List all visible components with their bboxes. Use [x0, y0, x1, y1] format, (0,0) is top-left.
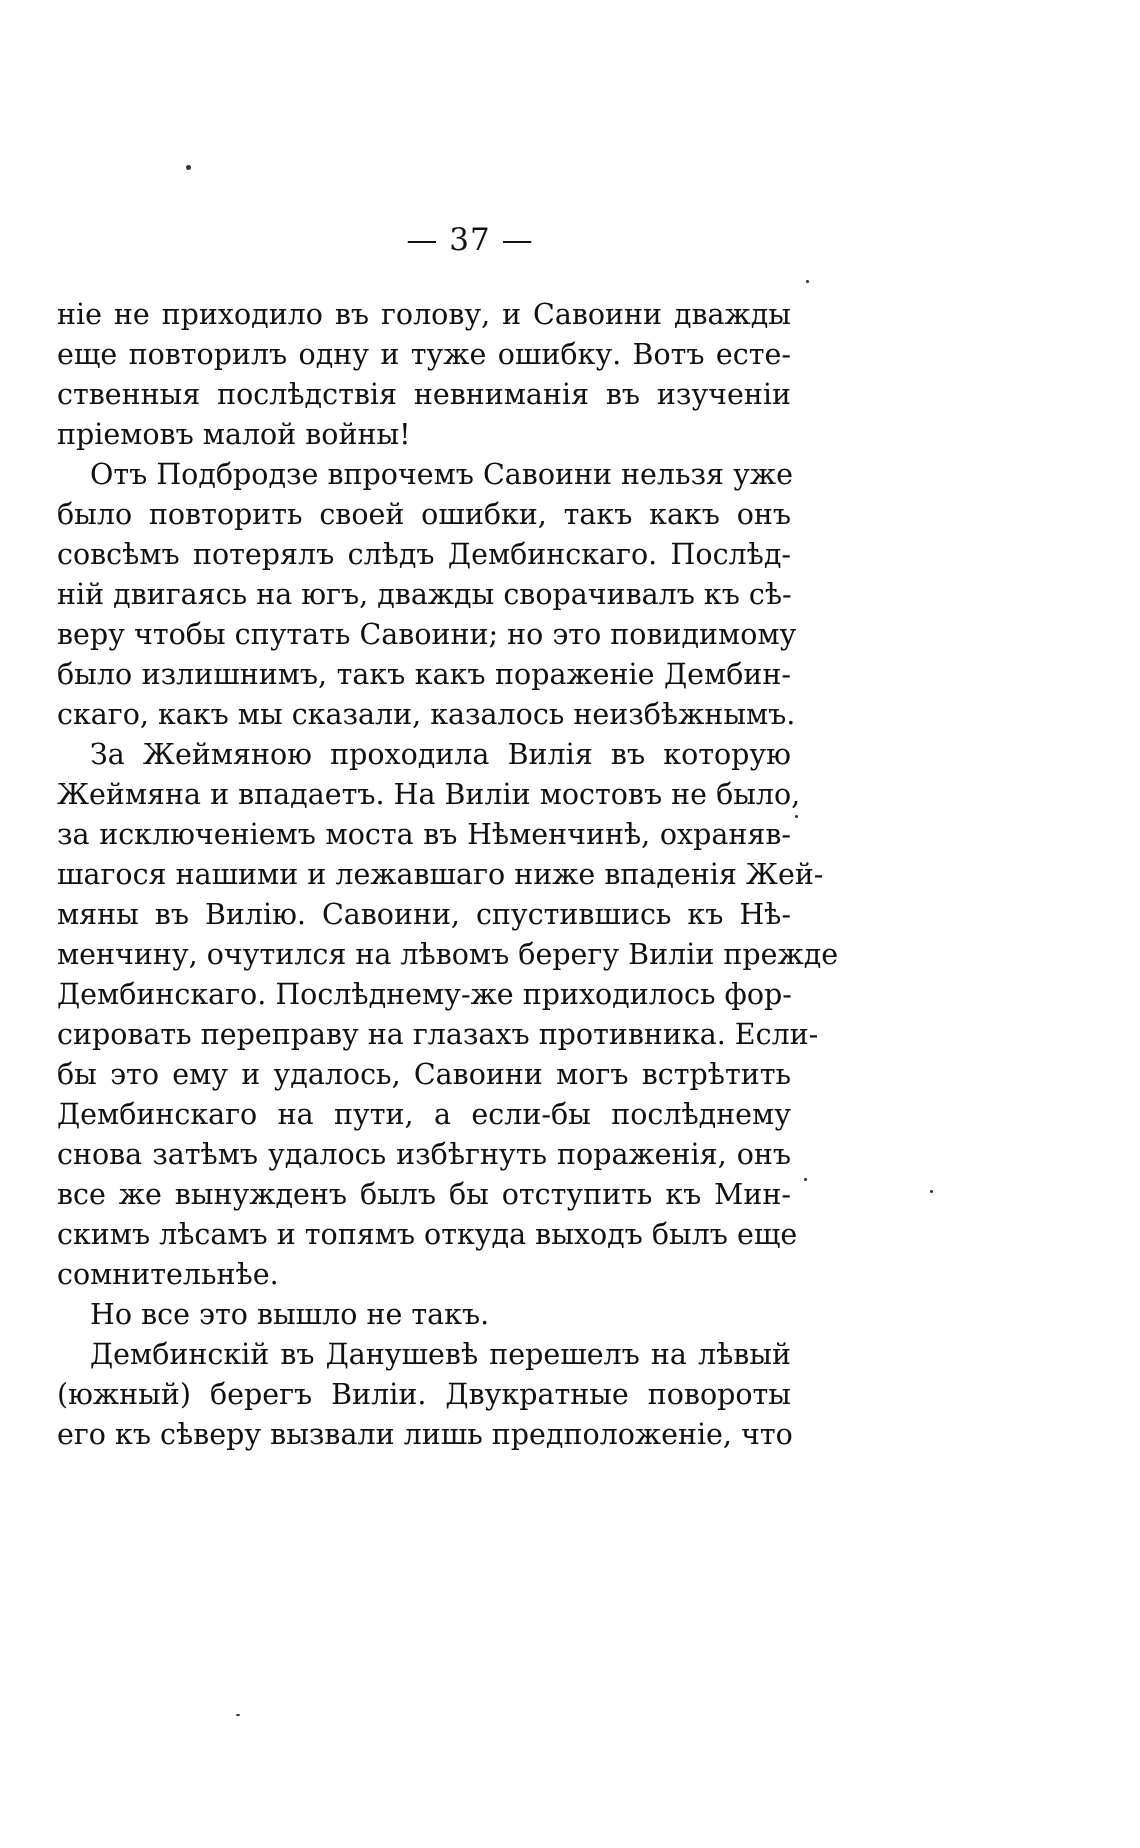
text-line: ственныя послѣдствія невниманія въ изученіи [57, 378, 791, 411]
text-line: было излишнимъ, такъ какъ пораженіе Дембин- [57, 658, 791, 691]
print-speck [930, 1190, 933, 1193]
text-line: Дембинскій въ Данушевѣ перешелъ на лѣвый [90, 1338, 791, 1371]
text-line: ніе не приходило въ голову, и Савоини дважды [57, 298, 791, 331]
text-line: Жеймяна и впадаетъ. На Виліи мостовъ не было, [57, 778, 801, 811]
text-line: (южный) берегъ Виліи. Двукратные повороты [57, 1378, 791, 1411]
print-speck [804, 1178, 807, 1181]
print-speck [186, 165, 191, 170]
print-speck [236, 1714, 240, 1716]
text-line: скимъ лѣсамъ и топямъ откуда выходъ былъ еще [57, 1218, 798, 1251]
print-speck [795, 815, 798, 818]
print-speck [806, 280, 809, 283]
text-line: шагося нашими и лежавшаго ниже впаденія Жей- [57, 858, 824, 891]
text-line: еще повторилъ одну и туже ошибку. Вотъ есте- [57, 338, 791, 371]
text-line: скаго, какъ мы сказали, казалось неизбѣжнымъ. [57, 698, 796, 731]
text-line: за исключеніемъ моста въ Нѣменчинѣ, охраняв- [57, 818, 791, 851]
text-line: его къ сѣверу вызвали лишь предположеніе, что [57, 1418, 793, 1451]
text-line: Дембинскаго на пути, а если-бы послѣднему [57, 1098, 791, 1131]
text-line: совсѣмъ потерялъ слѣдъ Дембинскаго. Послѣд- [57, 538, 791, 571]
text-line: веру чтобы спутать Савоини; но это повидимому [57, 618, 797, 651]
text-line: менчину, очутился на лѣвомъ берегу Виліи прежде [57, 938, 839, 971]
text-line: бы это ему и удалось, Савоини могъ встрѣтить [57, 1058, 791, 1091]
text-line: Дембинскаго. Послѣднему-же приходилось фор- [57, 978, 792, 1011]
text-line: Но все это вышло не такъ. [90, 1298, 490, 1331]
text-line: За Жеймяною проходила Вилія въ которую [90, 738, 791, 771]
text-line: все же вынужденъ былъ бы отступить къ Мин- [57, 1178, 791, 1211]
text-line: снова затѣмъ удалось избѣгнуть пораженія, онъ [57, 1138, 791, 1171]
text-line: ній двигаясь на югъ, дважды сворачивалъ къ сѣ- [57, 578, 792, 611]
text-line: сировать переправу на глазахъ противника. Если- [57, 1018, 819, 1051]
text-line: было повторить своей ошибки, такъ какъ онъ [57, 498, 791, 531]
page-number: — 37 — [406, 222, 534, 258]
text-line: пріемовъ малой войны! [57, 418, 411, 451]
text-line: Отъ Подбродзе впрочемъ Савоини нельзя уже [90, 458, 793, 491]
body-text [57, 295, 839, 1455]
text-line: мяны въ Вилію. Савоини, спустившись къ Нѣ- [57, 898, 791, 931]
text-line: сомнительнѣе. [57, 1258, 279, 1291]
